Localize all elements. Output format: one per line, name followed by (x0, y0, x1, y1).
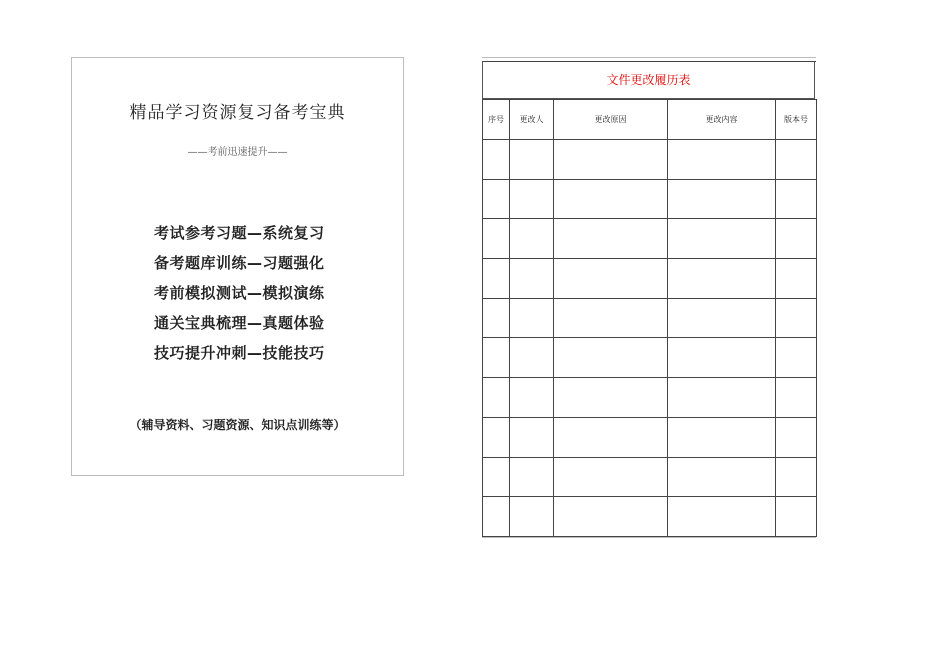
table-cell[interactable] (510, 457, 554, 497)
table-cell[interactable] (554, 378, 668, 418)
table-cell[interactable] (776, 219, 817, 259)
cover-line: 考前模拟测试—模拟演练 (154, 284, 325, 302)
table-cell[interactable] (554, 298, 668, 338)
table-cell[interactable] (668, 338, 776, 378)
cover-line-list (154, 218, 384, 368)
table-cell[interactable] (510, 378, 554, 418)
table-cell[interactable] (554, 219, 668, 259)
table-row (483, 417, 817, 457)
table-cell[interactable] (510, 298, 554, 338)
table-row (483, 497, 817, 537)
table-row (483, 378, 817, 418)
table-cell[interactable] (554, 259, 668, 299)
table-cell[interactable] (510, 179, 554, 219)
column-header-index: 序号 (483, 100, 510, 140)
table-cell[interactable] (554, 179, 668, 219)
table-row (483, 298, 817, 338)
table-cell[interactable] (510, 219, 554, 259)
cover-subtitle: ——考前迅速提升—— (187, 147, 288, 158)
table-cell[interactable] (668, 140, 776, 180)
table-cell[interactable] (668, 179, 776, 219)
table-cell[interactable] (554, 140, 668, 180)
table-cell[interactable] (483, 179, 510, 219)
revision-table (482, 99, 817, 537)
column-header-changer: 更改人 (510, 100, 554, 140)
cover-line: 备考题库训练—习题强化 (154, 254, 325, 272)
table-row (483, 140, 817, 180)
column-header-version: 版本号 (776, 100, 817, 140)
revision-history-form (482, 57, 816, 538)
table-cell[interactable] (776, 378, 817, 418)
table-cell[interactable] (776, 298, 817, 338)
table-cell[interactable] (668, 497, 776, 537)
table-cell[interactable] (554, 338, 668, 378)
table-row (483, 259, 817, 299)
table-row (483, 338, 817, 378)
table-cell[interactable] (483, 219, 510, 259)
table-cell[interactable] (668, 378, 776, 418)
form-title: 文件更改履历表 (482, 61, 815, 99)
cover-title: 精品学习资源复习备考宝典 (129, 103, 346, 123)
table-cell[interactable] (510, 417, 554, 457)
table-row (483, 179, 817, 219)
column-header-reason: 更改原因 (554, 100, 668, 140)
table-cell[interactable] (554, 457, 668, 497)
table-cell[interactable] (483, 417, 510, 457)
table-cell[interactable] (483, 338, 510, 378)
table-cell[interactable] (776, 417, 817, 457)
table-row (483, 457, 817, 497)
table-body (483, 140, 817, 537)
table-cell[interactable] (668, 259, 776, 299)
column-header-content: 更改内容 (668, 100, 776, 140)
table-cell[interactable] (776, 338, 817, 378)
table-cell[interactable] (483, 140, 510, 180)
table-row (483, 219, 817, 259)
cover-page (71, 57, 404, 476)
table-cell[interactable] (510, 140, 554, 180)
table-header-row (483, 100, 817, 140)
table-cell[interactable] (776, 497, 817, 537)
cover-note: （辅导资料、习题资源、知识点训练等） (129, 418, 346, 432)
table-cell[interactable] (668, 219, 776, 259)
table-cell[interactable] (510, 259, 554, 299)
table-cell[interactable] (776, 179, 817, 219)
table-cell[interactable] (554, 417, 668, 457)
table-cell[interactable] (483, 457, 510, 497)
table-cell[interactable] (668, 298, 776, 338)
cover-line: 通关宝典梳理—真题体验 (154, 314, 325, 332)
divider (482, 537, 816, 538)
table-cell[interactable] (483, 298, 510, 338)
table-cell[interactable] (776, 457, 817, 497)
table-cell[interactable] (668, 417, 776, 457)
divider (482, 57, 816, 58)
table-cell[interactable] (668, 457, 776, 497)
table-cell[interactable] (510, 338, 554, 378)
table-cell[interactable] (483, 497, 510, 537)
cover-line: 技巧提升冲刺—技能技巧 (154, 344, 325, 362)
cover-line: 考试参考习题—系统复习 (154, 224, 325, 242)
table-cell[interactable] (510, 497, 554, 537)
table-cell[interactable] (776, 140, 817, 180)
table-cell[interactable] (483, 259, 510, 299)
table-cell[interactable] (776, 259, 817, 299)
table-cell[interactable] (554, 497, 668, 537)
table-cell[interactable] (483, 378, 510, 418)
